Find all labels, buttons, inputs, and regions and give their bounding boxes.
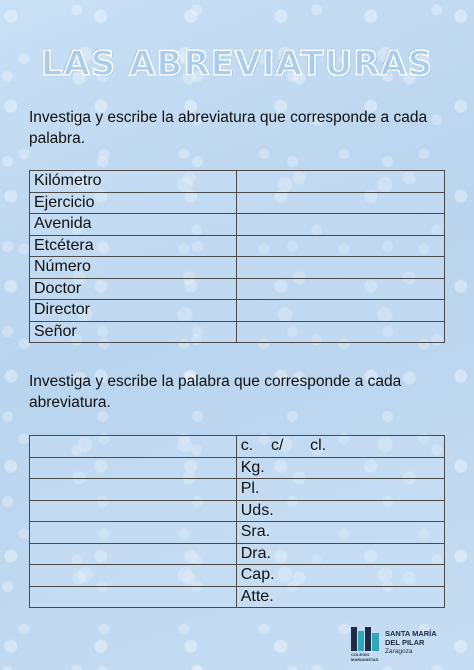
word-cell: Número [30, 257, 237, 279]
answer-cell[interactable] [237, 192, 445, 214]
words-table [29, 170, 445, 343]
table-row [30, 586, 445, 608]
table-row [30, 565, 445, 587]
abbreviation-cell: Cap. [236, 565, 444, 587]
word-cell: Ejercicio [30, 192, 237, 214]
school-logo [351, 627, 463, 663]
logo-name: SANTA MARÍA DEL PILAR [385, 629, 437, 647]
table-row [30, 479, 445, 501]
answer-cell[interactable] [237, 235, 445, 257]
answer-cell[interactable] [30, 479, 237, 501]
word-cell: Señor [30, 321, 237, 343]
table-row [30, 457, 445, 479]
answer-cell[interactable] [30, 522, 237, 544]
table-row [30, 278, 445, 300]
answer-cell[interactable] [30, 436, 237, 458]
abbreviation-cell: Pl. [236, 479, 444, 501]
table-row [30, 214, 445, 236]
answer-cell[interactable] [237, 171, 445, 193]
answer-cell[interactable] [30, 500, 237, 522]
word-cell: Etcétera [30, 235, 237, 257]
word-cell: Director [30, 300, 237, 322]
answer-cell[interactable] [30, 565, 237, 587]
school-emblem-icon [351, 627, 379, 651]
table-row [30, 543, 445, 565]
word-cell: Avenida [30, 214, 237, 236]
table-row [30, 300, 445, 322]
abbreviation-cell: c. c/ cl. [236, 436, 444, 458]
answer-cell[interactable] [237, 321, 445, 343]
answer-cell[interactable] [30, 543, 237, 565]
table-row [30, 192, 445, 214]
logo-subtitle: COLEGIO MARIANISTAS [351, 652, 379, 662]
abbreviation-cell: Dra. [236, 543, 444, 565]
answer-cell[interactable] [237, 214, 445, 236]
word-cell: Kilómetro [30, 171, 237, 193]
answer-cell[interactable] [237, 278, 445, 300]
table-row [30, 171, 445, 193]
table-row [30, 257, 445, 279]
table-row [30, 500, 445, 522]
table-row [30, 522, 445, 544]
answer-cell[interactable] [30, 586, 237, 608]
table-row [30, 436, 445, 458]
abbreviation-cell: Atte. [236, 586, 444, 608]
instruction-words: Investiga y escribe la palabra que corresponde a cada abreviatura. [29, 373, 402, 411]
answer-cell[interactable] [30, 457, 237, 479]
page-title: LAS ABREVIATURAS [40, 44, 434, 84]
abbreviation-cell: Kg. [236, 457, 444, 479]
answer-cell[interactable] [237, 257, 445, 279]
table-row [30, 321, 445, 343]
table-row [30, 235, 445, 257]
abbreviation-cell: Uds. [236, 500, 444, 522]
abbreviations-table [29, 435, 445, 608]
instruction-abbreviations: Investiga y escribe la abreviatura que corresponde a cada palabra. [29, 109, 428, 147]
abbreviation-cell: Sra. [236, 522, 444, 544]
word-cell: Doctor [30, 278, 237, 300]
answer-cell[interactable] [237, 300, 445, 322]
logo-city: Zaragoza [385, 648, 413, 655]
